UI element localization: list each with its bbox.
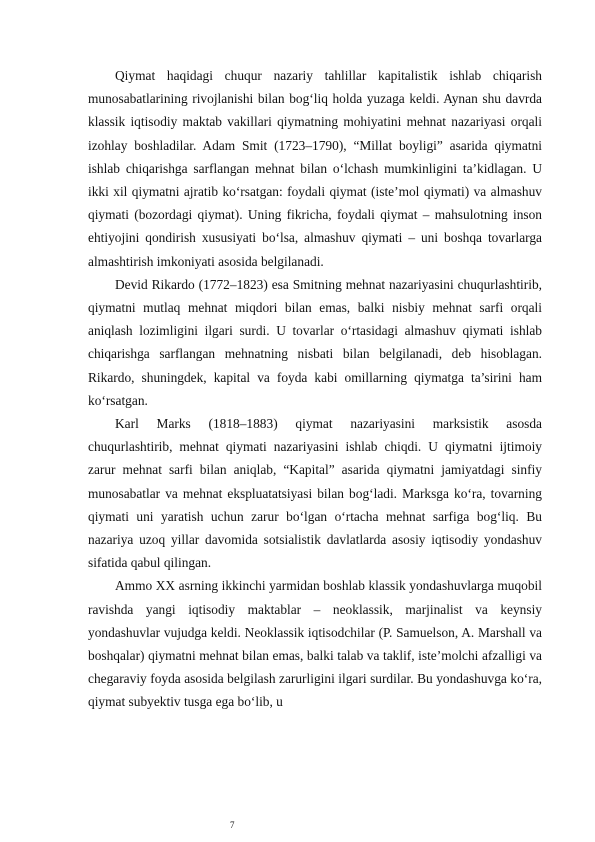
paragraph-smith: Qiymat haqidagi chuqur nazariy tahlillar kapitalistik ishlab chiqarish munosabatlarining rivojlanishi bilan bog‘liq holda yuzaga keldi. Aynan shu davrda klassik iqtisodiy maktab vakillari qiymatning mohiyatini mehnat nazariyasi orqali izohlay boshladilar. Adam Smit (1723–1790), “Millat boyligi” asarida qiymatni ishlab chiqarishga sarflangan mehnat bilan o‘lchash mumkinligini ta’kidlagan. U ikki xil qiymatni ajratib ko‘rsatgan: foydali qiymat (iste’mol qiymati) va almashuv qiymati (bozordagi qiymat). Uning fikricha, foydali qiymat – mahsulotning inson ehtiyojini qondirish xususiyati bo‘lsa, almashuv qiymati – uni boshqa tovarlarga almashtirish imkoniyati asosida belgilanadi. <box>88 68 542 269</box>
page-number: 7 <box>230 820 235 830</box>
paragraph-marx: Karl Marks (1818–1883) qiymat nazariyasini marksistik asosda chuqurlashtirib, mehnat qiymati nazariyasini ishlab chiqdi. U qiymatni ijtimoiy zarur mehnat sarfi bilan aniqlab, “Kapital” asarida qiymatni jamiyatdagi sinfiy munosabatlar va mehnat ekspluatatsiyasi bilan bog‘ladi. Marksga ko‘ra, tovarning qiymati uni yaratish uchun zarur bo‘lgan o‘rtacha mehnat sarfiga bog‘liq. Bu nazariya uzoq yillar davomida sotsialistik davlatlarda asosiy iqtisodiy yondashuv sifatida qabul qilingan. <box>88 416 542 571</box>
paragraph-ricardo: Devid Rikardo (1772–1823) esa Smitning mehnat nazariyasini chuqurlashtirib, qiymatni mutlaq mehnat miqdori bilan emas, balki nisbiy mehnat sarfi orqali aniqlash lozimligini ilgari surdi. U tovarlar o‘rtasidagi almashuv qiymati ishlab chiqarishga sarflangan mehnatning nisbati bilan belgilanadi, deb hisoblagan. Rikardo, shuningdek, kapital va foyda kabi omillarning qiymatga ta’sirini ham ko‘rsatgan. <box>88 276 542 408</box>
document-body <box>88 64 542 714</box>
paragraph-neoclassical: Ammo XX asrning ikkinchi yarmidan boshlab klassik yondashuvlarga muqobil ravishda yangi iqtisodiy maktablar – neoklassik, marjinalist va keynsiy yondashuvlar vujudga keldi. Neoklassik iqtisodchilar (P. Samuelson, A. Marshall va boshqalar) qiymatni mehnat bilan emas, balki talab va taklif, iste’molchi afzalligi va chegaraviy foyda asosida belgilash zarurligini ilgari surdilar. Bu yondashuvga ko‘ra, qiymat subyektiv tusga ega bo‘lib, u <box>88 578 542 710</box>
